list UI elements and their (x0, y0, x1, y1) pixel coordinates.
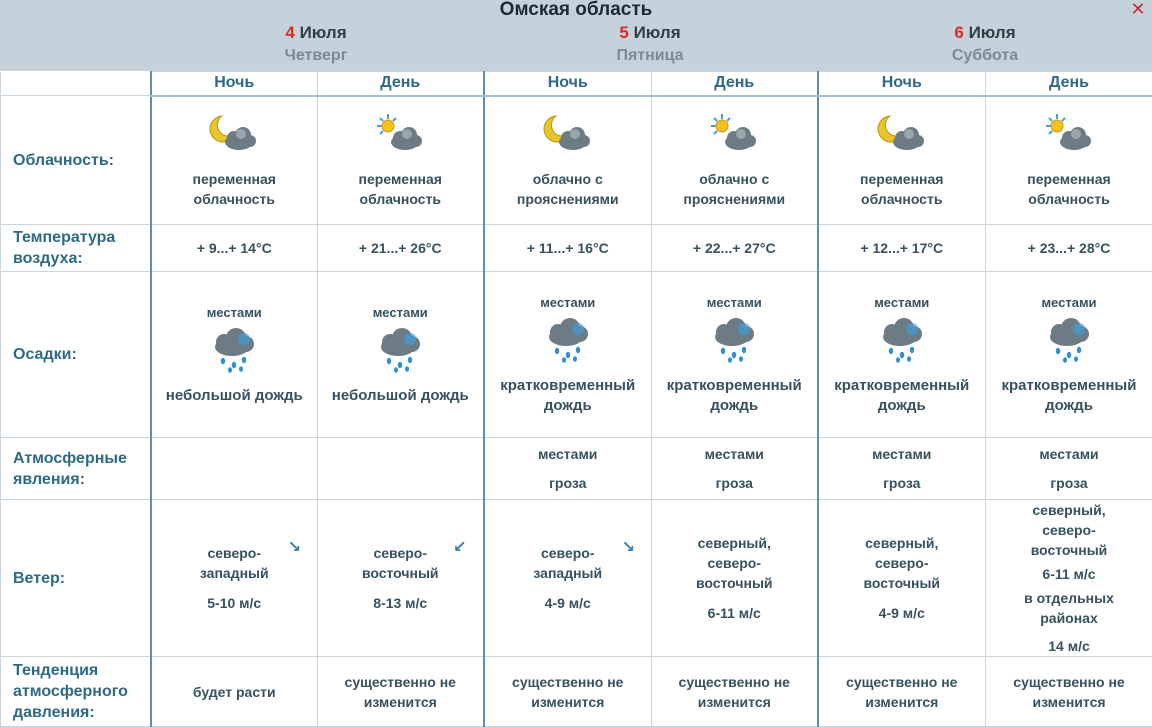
wind-gust-speed: 14 м/с (986, 636, 1152, 656)
atmospheric-scope: местами (485, 444, 652, 464)
atmospheric-cell (652, 438, 818, 500)
cloudiness-text: переменная облачность (152, 169, 318, 209)
corner-cell (1, 72, 151, 96)
date-number: 5 (619, 23, 628, 42)
cloudiness-cell (484, 96, 652, 225)
cloudiness-text: облачно с прояснениями (485, 169, 652, 209)
moon-cloud-icon (876, 112, 928, 161)
atmospheric-row (1, 438, 1152, 500)
precipitation-text: кратковременный дождь (485, 376, 652, 416)
wind-speed: 4-9 м/с (485, 593, 652, 613)
cloudiness-cell (652, 96, 818, 225)
pressure-cell: существенно не изменится (318, 657, 484, 727)
day-part-header: Ночь (818, 72, 986, 96)
pressure-cell: существенно не изменится (652, 657, 818, 727)
wind-cell (986, 500, 1152, 657)
date-number: 4 (285, 23, 294, 42)
atmospheric-cell (986, 438, 1152, 500)
wind-cell (318, 500, 484, 657)
weekday: Пятница (484, 46, 816, 66)
precipitation-scope: местами (986, 293, 1152, 313)
precipitation-text: кратковременный дождь (986, 376, 1152, 416)
cloudiness-cell (151, 96, 318, 225)
wind-direction: северо-западный (485, 543, 652, 583)
moon-cloud-icon (208, 112, 260, 161)
cloudiness-cell (818, 96, 986, 225)
cloudiness-text: переменная облачность (318, 169, 483, 209)
precipitation-text: кратковременный дождь (819, 376, 986, 416)
weekday: Четверг (150, 46, 482, 66)
wind-speed: 5-10 м/с (152, 593, 318, 613)
wind-arrow-icon: ↙ (453, 538, 466, 558)
cloudiness-text: переменная облачность (986, 169, 1152, 209)
wind-speed: 6-11 м/с (986, 564, 1152, 584)
wind-cell (484, 500, 652, 657)
precipitation-label: Осадки: (1, 272, 151, 438)
atmospheric-text: гроза (652, 473, 817, 493)
cloudiness-cell (318, 96, 484, 225)
wind-direction: северный, северо-восточный (652, 533, 817, 593)
precipitation-cell (484, 272, 652, 438)
atmospheric-text: гроза (986, 473, 1152, 493)
precipitation-cell (652, 272, 818, 438)
wind-arrow-icon: ↘ (288, 538, 301, 558)
sun-cloud-icon (1043, 112, 1095, 161)
precipitation-text: небольшой дождь (318, 386, 483, 406)
rain-cloud-icon (708, 317, 760, 368)
day-part-header: Ночь (151, 72, 318, 96)
precipitation-scope: местами (819, 293, 986, 313)
precipitation-scope: местами (652, 293, 817, 313)
wind-speed: 4-9 м/с (819, 603, 986, 623)
day-header-2 (484, 23, 816, 66)
atmospheric-cell (151, 438, 318, 500)
wind-speed: 8-13 м/с (318, 593, 483, 613)
precipitation-cell (818, 272, 986, 438)
moon-cloud-icon (542, 112, 594, 161)
precipitation-row (1, 272, 1152, 438)
day-part-header: День (986, 72, 1152, 96)
date-month: Июля (634, 23, 681, 42)
cloudiness-row (1, 96, 1152, 225)
atmospheric-label: Атмосферные явления: (1, 438, 151, 500)
date-month: Июля (969, 23, 1016, 42)
rain-cloud-icon (876, 317, 928, 368)
wind-arrow-icon: ↘ (622, 538, 635, 558)
temperature-label: Температура воздуха: (1, 225, 151, 272)
atmospheric-cell (318, 438, 484, 500)
date-number: 6 (954, 23, 963, 42)
rain-cloud-icon (542, 317, 594, 368)
wind-label: Ветер: (1, 500, 151, 657)
wind-direction: северный, северо-восточный (986, 500, 1152, 560)
wind-cell (818, 500, 986, 657)
atmospheric-scope: местами (986, 444, 1152, 464)
rain-cloud-icon (374, 327, 426, 378)
date-month: Июля (300, 23, 347, 42)
precipitation-cell (151, 272, 318, 438)
precipitation-cell (986, 272, 1152, 438)
precipitation-text: кратковременный дождь (652, 376, 817, 416)
pressure-row (1, 657, 1152, 727)
wind-direction: северо-западный (152, 543, 318, 583)
pressure-label: Тенденция атмосферного давления: (1, 657, 151, 727)
atmospheric-scope: местами (819, 444, 986, 464)
wind-row (1, 500, 1152, 657)
pressure-cell: существенно не изменится (484, 657, 652, 727)
region-title: Омская область (0, 0, 1152, 20)
temperature-value: + 23...+ 28°C (986, 225, 1152, 272)
atmospheric-text: гроза (819, 473, 986, 493)
day-header-1 (150, 23, 482, 66)
cloudiness-cell (986, 96, 1152, 225)
temperature-value: + 11...+ 16°C (484, 225, 652, 272)
wind-direction: северо-восточный (318, 543, 483, 583)
rain-cloud-icon (1043, 317, 1095, 368)
cloudiness-text: переменная облачность (819, 169, 986, 209)
pressure-cell: будет расти (151, 657, 318, 727)
cloudiness-text: облачно с прояснениями (652, 169, 817, 209)
pressure-cell: существенно не изменится (818, 657, 986, 727)
atmospheric-cell (818, 438, 986, 500)
atmospheric-cell (484, 438, 652, 500)
temperature-value: + 21...+ 26°C (318, 225, 484, 272)
wind-cell (652, 500, 818, 657)
pressure-cell: существенно не изменится (986, 657, 1152, 727)
rain-cloud-icon (208, 327, 260, 378)
day-part-header: День (652, 72, 818, 96)
forecast-header (0, 0, 1152, 71)
wind-note: в отдельных районах (986, 588, 1152, 628)
temperature-value: + 12...+ 17°C (818, 225, 986, 272)
day-header-3 (818, 23, 1152, 66)
day-part-header: Ночь (484, 72, 652, 96)
weekday: Суббота (818, 46, 1152, 66)
temperature-value: + 22...+ 27°C (652, 225, 818, 272)
precipitation-text: небольшой дождь (152, 386, 318, 406)
day-part-row (1, 72, 1152, 96)
sun-cloud-icon (374, 112, 426, 161)
cloudiness-label: Облачность: (1, 96, 151, 225)
precipitation-scope: местами (152, 303, 318, 323)
temperature-value: + 9...+ 14°C (151, 225, 318, 272)
wind-cell (151, 500, 318, 657)
wind-speed: 6-11 м/с (652, 603, 817, 623)
day-part-header: День (318, 72, 484, 96)
atmospheric-text: гроза (485, 473, 652, 493)
forecast-table (0, 71, 1152, 727)
sun-cloud-icon (708, 112, 760, 161)
precipitation-cell (318, 272, 484, 438)
temperature-row (1, 225, 1152, 272)
precipitation-scope: местами (485, 293, 652, 313)
atmospheric-scope: местами (652, 444, 817, 464)
wind-direction: северный, северо-восточный (819, 533, 986, 593)
precipitation-scope: местами (318, 303, 483, 323)
close-icon[interactable]: ✕ (1130, 0, 1146, 18)
